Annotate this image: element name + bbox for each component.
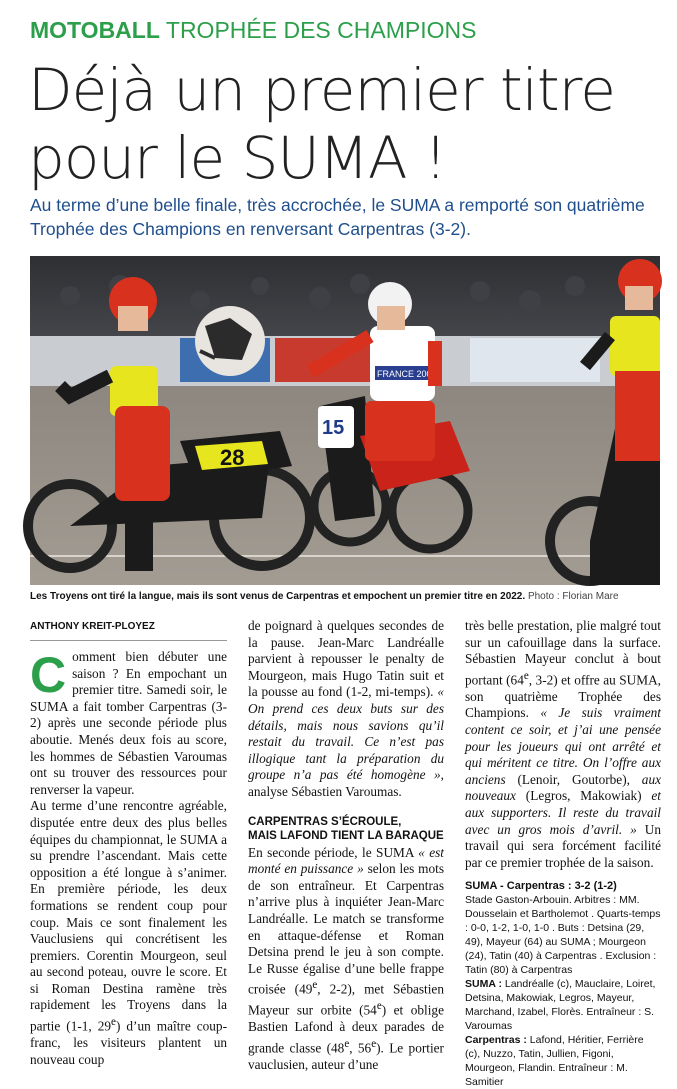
suma-lineup [465, 977, 661, 1033]
match-result-title: SUMA - Carpentras : 3-2 (1-2) [465, 880, 617, 893]
motoball-photo-illustration [30, 256, 660, 585]
subheading-line-1: CARPENTRAS S’ÉCROULE, [248, 815, 402, 828]
subheading-line-2: MAIS LAFOND TIENT LA BARAQUE [248, 829, 444, 842]
carpentras-lineup-text: Lafond, Héritier, Ferrière (c), Nuzzo, Tatin, Jullien, Figoni, Mourgeon, Flandin. Entraîneur : M. Samitier [465, 1034, 644, 1089]
article-column-2 [248, 618, 444, 1074]
motoball-ball [195, 306, 265, 376]
drop-cap: C [30, 647, 67, 703]
jersey-banner-text: FRANCE 2000 [377, 369, 437, 379]
subheading [248, 815, 444, 843]
headline-line-2: pour le SUMA ! [28, 124, 447, 192]
paragraph-5 [465, 618, 661, 871]
p4-sup-4: e [371, 1037, 377, 1050]
headline [28, 56, 658, 192]
paragraph-3-end: , analyse Sébastien Varoumas. [248, 767, 444, 799]
paragraph-2-text: Au terme d’une rencontre agréable, disputée entre deux des plus belles équipes du championnat, le SUMA a su prendre l’ascendant. Mais cette opposition a été longue à s’animer. En première période, les deux formations se rendent coup pour coup. Mais ce sont finalement les Vauclusiens qui concrétisent les premiers. Corentin Mourgeon, seul au second poteau, ouvre le score. Et si Roman Destina ramène très rapidement les Troyens dans la partie (1-1, 29 [30, 798, 227, 1034]
lede: Au terme d’une belle finale, très accrochée, le SUMA a remporté son quatrième Trophée des Champions en renversant Carpentras (3-2). [30, 195, 645, 239]
paragraph-3 [248, 618, 444, 801]
section-label: MOTOBALL [30, 17, 160, 43]
p4-c: , 2-2), met Sébastien Mayeur sur orbite (54 [248, 981, 444, 1018]
article-column-1 [30, 618, 227, 1068]
paragraph-1: omment bien débuter une saison ? En empochant un premier titre. Samedi soir, le SUMA a fait tomber Carpentras (3-2) après une seconde période plus aboutie. Menés deux fois au score, les hommes de Sébastien Varoumas ont su trouver des ressources pour renverser la vapeur. [30, 649, 227, 797]
carpentras-label: Carpentras : [465, 1034, 527, 1047]
headline-line-1: Déjà un premier titre [28, 56, 615, 124]
p5-quote-2: aux nouveaux [465, 771, 661, 804]
article-photo [30, 256, 660, 585]
p4-sup-2: e [376, 1000, 382, 1013]
bike-number-28: 28 [220, 445, 245, 470]
p4-f: ). Le portier vauclusien, auteur d’une [248, 1040, 444, 1072]
p5-quote: « Je suis vraiment content ce soir, et j’ai une pensée pour les joueurs qui ont arrêté et qui méritent ce titre. On l’offre aux anciens [465, 705, 661, 787]
ordinal-suffix: e [111, 1016, 116, 1029]
section-kicker [30, 16, 476, 44]
match-details: Stade Gaston-Arbouin. Arbitres : MM. Dousselain et Bartholemot . Quarts-temps : 0-0, 1-2, 1-0, 1-0 . Buts : Detsina (29, 49), Mayeur (64) au SUMA ; Mourgeon (24), Tatin (40) à Carpentras . Exclusion : Tatin (80) à Carpentras [465, 894, 661, 977]
caption-text: Les Troyens ont tiré la langue, mais ils sont venus de Carpentras et empochent un premier titre en 2022. [30, 591, 526, 602]
photo-caption [30, 590, 660, 604]
paragraph-2-end: ) d’un maître coup-franc, les visiteurs plantent un nouveau coup [30, 1018, 227, 1067]
p4-e: , 56 [349, 1040, 372, 1056]
bike-number-15: 15 [322, 417, 345, 439]
p5-a: très belle prestation, plie malgré tout sur un cafouillage dans la surface. Sébastien Mayeur conclut à bout portant (64 [465, 618, 661, 688]
paragraph-4 [248, 845, 444, 1074]
p5-d: (Legros, Makowiak) [515, 788, 652, 804]
paragraph-2 [30, 798, 227, 1068]
byline: ANTHONY KREIT-PLOYEZ [30, 618, 227, 641]
p5-e: Un travail qui sera forcément facilité par ce premier trophée de la saison. [465, 821, 661, 870]
p5-b: , 3-2) et offre au SUMA, son quatrième Trophée des Champions. [465, 672, 661, 721]
p5-quote-3: et aux supporters. Il reste du travail avec un gros mois d’avril. » [465, 788, 661, 837]
p4-d: ) et oblige Bastien Lafond à deux parades de grande classe (48 [248, 1002, 444, 1056]
suma-label: SUMA : [465, 978, 502, 991]
topic-label: TROPHÉE DES CHAMPIONS [165, 17, 477, 43]
photo-credit: Photo : Florian Mare [527, 591, 619, 602]
p5-c: (Lenoir, Goutorbe), [505, 771, 642, 787]
paragraph-3-text: de poignard à quelques secondes de la pause. Jean-Marc Landréalle parvient à repousser le penalty de Mourgeon, mais Hugo Tatin suit et la pousse au fond (1-2, mi-temps). [248, 618, 444, 700]
p4-a: En seconde période, le SUMA [248, 844, 419, 860]
ad-banner-white [470, 338, 600, 382]
p5-sup: e [523, 669, 529, 682]
article-column-3 [465, 618, 661, 1089]
suma-lineup-text: Landréalle (c), Mauclaire, Loiret, Detsina, Makowiak, Legros, Mayeur, Marchand, Izabel, Florès. Entraîneur : S. Varoumas [465, 978, 656, 1033]
p4-sup-3: e [344, 1037, 350, 1050]
p4-b: selon les mots de son entraîneur. Et Carpentras n’arrive plus à inquiéter Jean-Marc Landréalle. Le match se transforme en attaque-défense et Roman Detsina prend le jeu à son compte. Le Russe égalise d’une belle frappe croisée (49 [248, 861, 444, 997]
p4-sup-1: e [312, 979, 318, 992]
p4-quote: « est monté en puissance » [248, 844, 444, 877]
carpentras-lineup [465, 1033, 661, 1089]
quote-varoumas-1: « On prend ces deux buts sur des détails, mais nous savions qu’il restait du travail. Ce n’est pas illogique tant la préparation du groupe n’a pas été homogène » [248, 684, 445, 783]
